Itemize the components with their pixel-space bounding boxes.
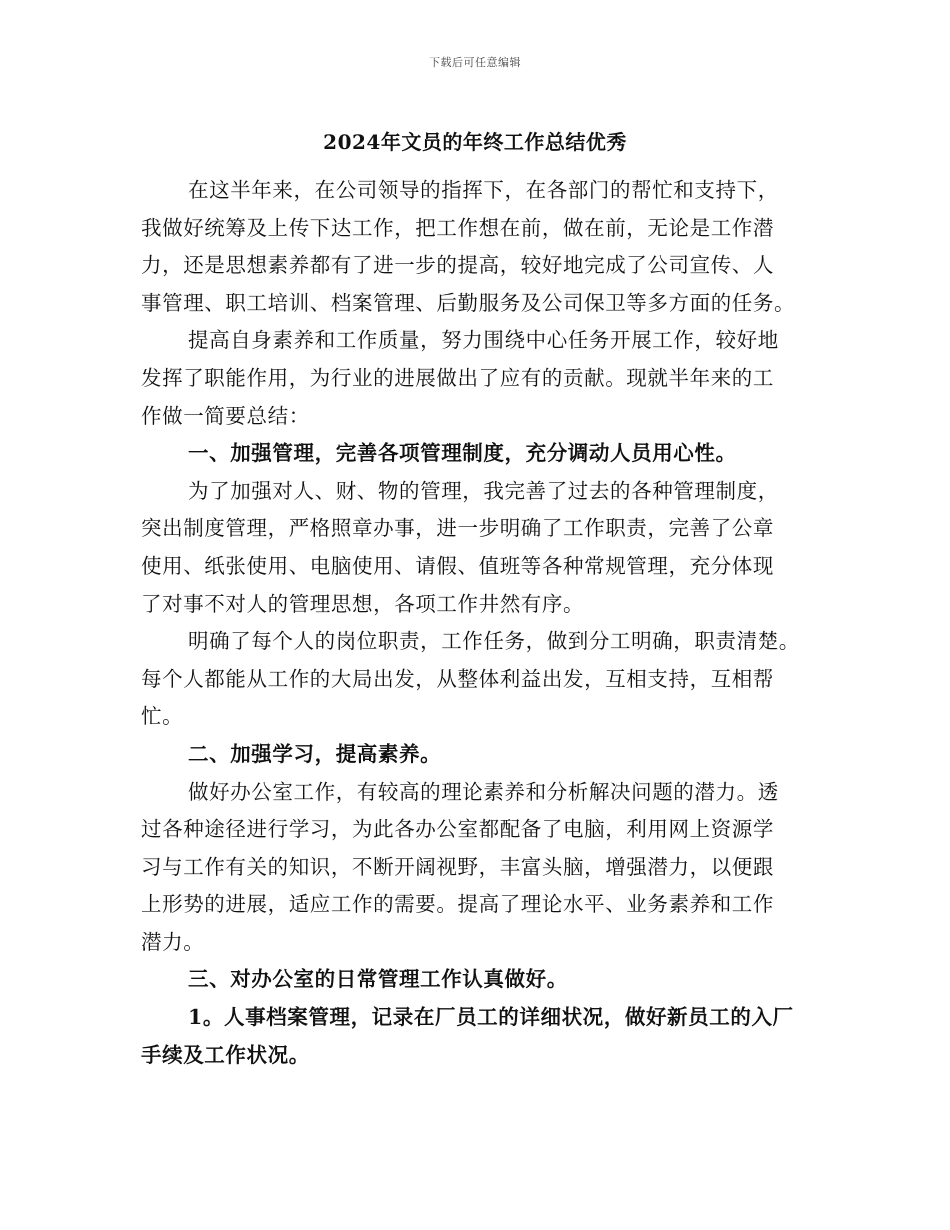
body-line: 为了加强对人、财、物的管理，我完善了过去的各种管理制度， — [188, 478, 779, 503]
body-line: 明确了每个人的岗位职责，工作任务，做到分工明确，职责清楚。 — [188, 629, 800, 654]
body-line: 了对事不对人的管理思想，各项工作井然有序。 — [141, 591, 585, 616]
body-line: 忙。 — [141, 704, 184, 729]
subsection-line: 手续及工作状况。 — [141, 1042, 310, 1067]
document-body — [141, 172, 825, 1074]
body-line: 习与工作有关的知识，不断开阔视野，丰富头脑，增强潜力，以便跟 — [141, 854, 774, 879]
body-line: 使用、纸张使用、电脑使用、请假、值班等各种常规管理，充分体现 — [141, 553, 774, 578]
body-line: 突出制度管理，严格照章办事，进一步明确了工作职责，完善了公章 — [141, 516, 774, 541]
document-title: 2024年文员的年终工作总结优秀 — [323, 130, 627, 154]
body-line: 做好办公室工作，有较高的理论素养和分析解决问题的潜力。透 — [188, 779, 779, 804]
subsection-line: 1。人事档案管理，记录在厂员工的详细状况，做好新员工的入厂 — [188, 1005, 794, 1030]
section-heading: 一、加强管理，完善各项管理制度，充分调动人员用心性。 — [188, 441, 737, 466]
body-line: 在这半年来，在公司领导的指挥下，在各部门的帮忙和支持下， — [188, 178, 779, 202]
header-note: 下载后可任意编辑 — [429, 56, 521, 69]
body-line: 提高自身素养和工作质量，努力围绕中心任务开展工作，较好地 — [188, 328, 779, 353]
body-line: 每个人都能从工作的大局出发，从整体利益出发，互相支持，互相帮 — [141, 666, 774, 691]
body-line: 过各种途径进行学习，为此各办公室都配备了电脑，利用网上资源学 — [141, 817, 774, 842]
section-heading: 二、加强学习，提高素养。 — [188, 741, 442, 766]
body-line: 我做好统筹及上传下达工作，把工作想在前，做在前，无论是工作潜 — [141, 215, 774, 240]
section-heading: 三、对办公室的日常管理工作认真做好。 — [188, 967, 568, 992]
body-line: 发挥了职能作用，为行业的进展做出了应有的贡献。现就半年来的工 — [141, 365, 774, 390]
body-line: 上形势的进展，适应工作的需要。提高了理论水平、业务素养和工作 — [141, 892, 774, 917]
body-line: 潜力。 — [141, 929, 205, 954]
body-line: 力，还是思想素养都有了进一步的提高，较好地完成了公司宣传、人 — [141, 253, 774, 278]
body-line: 事管理、职工培训、档案管理、后勤服务及公司保卫等多方面的任务。 — [141, 290, 796, 315]
body-line: 作做一简要总结： — [141, 403, 310, 428]
